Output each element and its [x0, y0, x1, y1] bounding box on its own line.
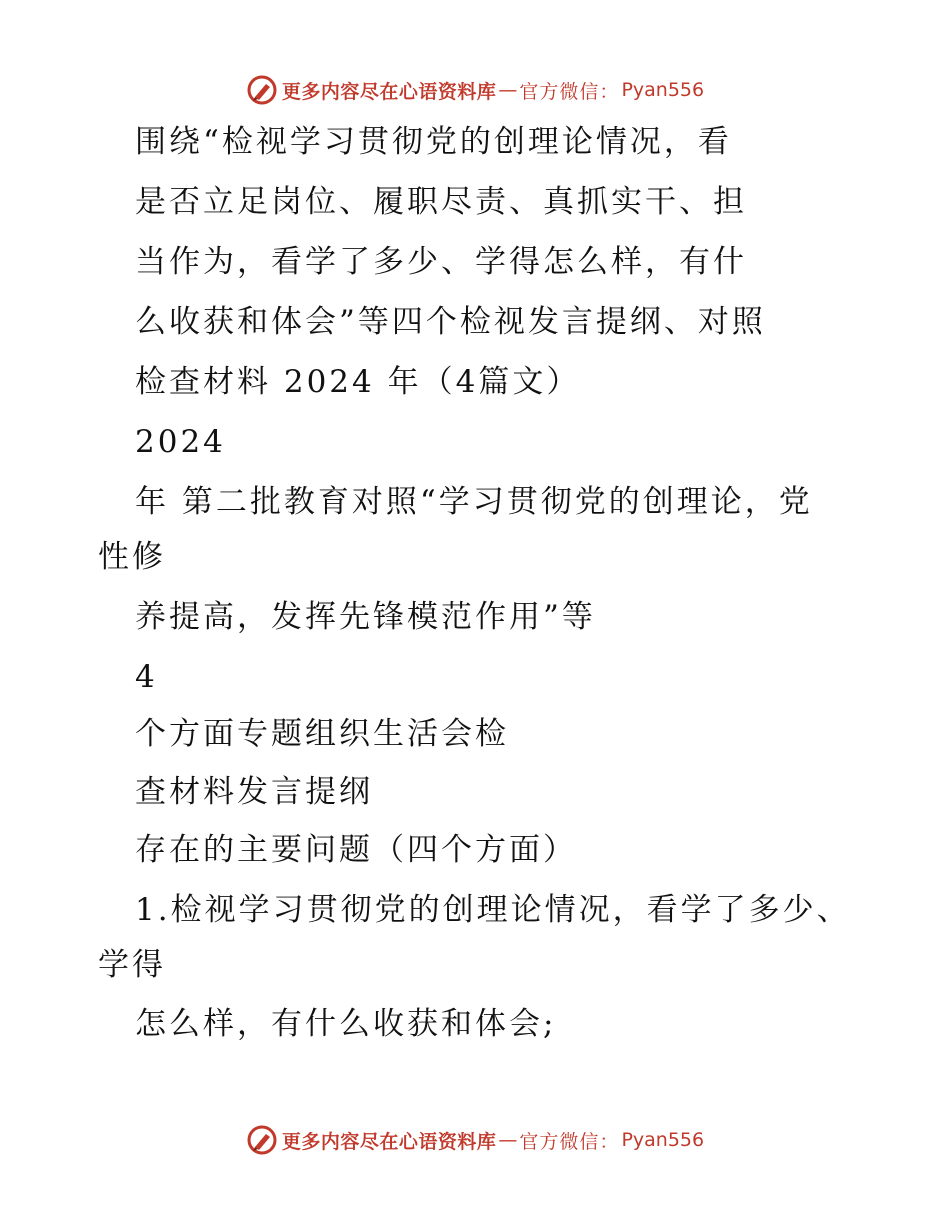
pen-logo-icon — [246, 74, 278, 106]
doc-line: 查材料发言提纲 — [135, 774, 373, 810]
doc-line: 围绕“检视学习贯彻党的创理论情况，看 — [135, 124, 732, 160]
doc-line: 1.检视学习贯彻党的创理论情况，看学了多少、 — [135, 892, 851, 928]
doc-line: 当作为，看学了多少、学得怎么样，有什 — [135, 244, 747, 280]
doc-line: 检查材料 2024 年（4篇文） — [135, 364, 581, 400]
doc-line: 2024 — [135, 424, 226, 460]
header-watermark — [0, 70, 950, 110]
watermark-main-text: 更多内容尽在心语资料库 — [281, 1130, 497, 1153]
watermark-account-text: 官方微信： — [519, 1130, 620, 1153]
watermark-account-id: Pyan556 — [621, 79, 705, 101]
watermark-account-id: Pyan556 — [621, 1129, 705, 1151]
watermark-separator: — — [498, 1129, 518, 1151]
doc-line: 养提高，发挥先锋模范作用”等 — [135, 599, 596, 635]
doc-line: 个方面专题组织生活会检 — [135, 716, 509, 752]
doc-line: 么收获和体会”等四个检视发言提纲、对照 — [135, 304, 766, 340]
watermark-account-text: 官方微信： — [519, 80, 620, 103]
watermark-main-text: 更多内容尽在心语资料库 — [281, 80, 497, 103]
doc-line: 是否立足岗位、履职尽责、真抓实干、担 — [135, 184, 747, 220]
watermark-separator: — — [498, 79, 518, 101]
doc-line: 存在的主要问题（四个方面） — [135, 832, 577, 868]
footer-watermark — [0, 1120, 950, 1160]
doc-line: 性修 — [98, 539, 166, 575]
doc-line: 4 — [135, 659, 158, 695]
doc-line: 学得 — [98, 947, 166, 983]
doc-line: 怎么样，有什么收获和体会; — [135, 1006, 557, 1042]
doc-line: 年 第二批教育对照“学习贯彻党的创理论，党 — [135, 484, 813, 520]
pen-logo-icon — [246, 1124, 278, 1156]
